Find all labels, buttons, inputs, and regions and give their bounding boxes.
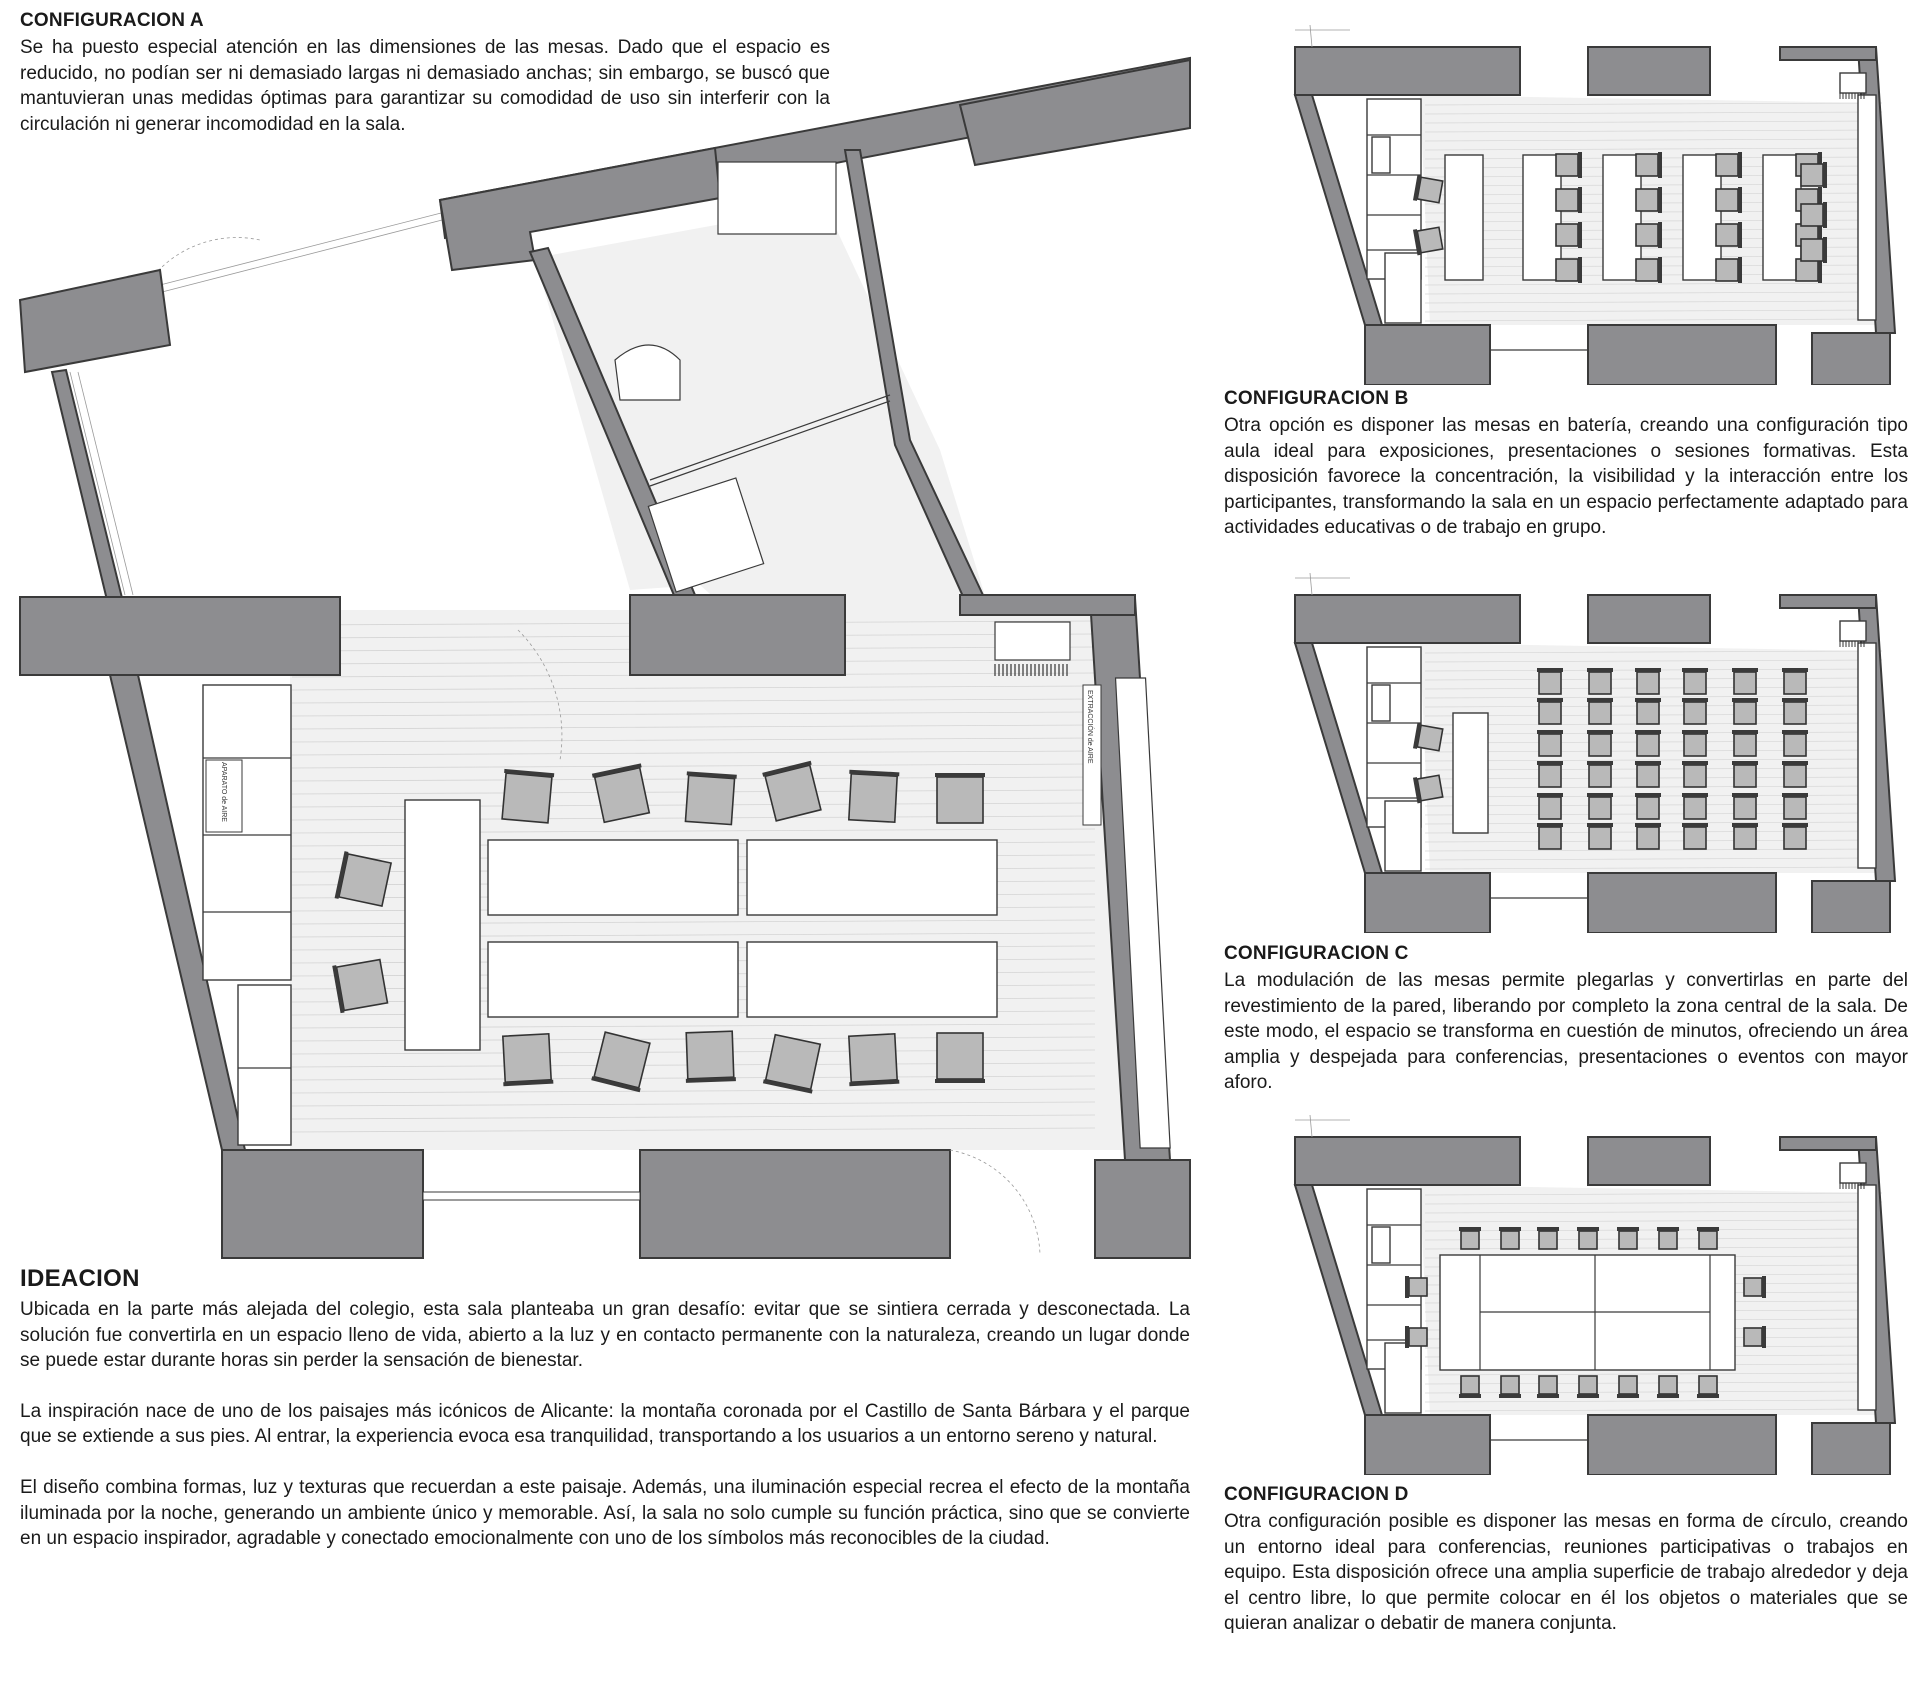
chair bbox=[1636, 187, 1662, 213]
chair bbox=[1782, 761, 1808, 787]
chair bbox=[1537, 730, 1563, 756]
chair bbox=[1744, 1276, 1766, 1298]
config-b-block bbox=[1224, 388, 1908, 541]
chair bbox=[1636, 222, 1662, 248]
chair bbox=[847, 770, 900, 823]
chair bbox=[935, 1033, 985, 1083]
chair bbox=[1577, 1376, 1599, 1398]
chair bbox=[1657, 1376, 1679, 1398]
chair bbox=[1587, 823, 1613, 849]
chair bbox=[935, 773, 985, 823]
chair bbox=[1682, 698, 1708, 724]
chair bbox=[1697, 1376, 1719, 1398]
chair bbox=[1732, 698, 1758, 724]
chair bbox=[1801, 202, 1827, 228]
chair bbox=[1459, 1227, 1481, 1249]
ideacion-title: IDEACION bbox=[20, 1265, 140, 1292]
chair bbox=[1716, 257, 1742, 283]
chair bbox=[1657, 1227, 1679, 1249]
chair bbox=[1556, 257, 1582, 283]
chair bbox=[1587, 793, 1613, 819]
chair bbox=[1405, 1326, 1427, 1348]
chair bbox=[1635, 793, 1661, 819]
chair bbox=[1682, 668, 1708, 694]
chair bbox=[1635, 698, 1661, 724]
chair bbox=[1617, 1376, 1639, 1398]
chair bbox=[1782, 823, 1808, 849]
table-2 bbox=[747, 840, 997, 915]
chair bbox=[1405, 1276, 1427, 1298]
chair bbox=[1537, 823, 1563, 849]
config-c-text: La modulación de las mesas permite plegarlas y convertirlas en parte del revestimiento de la pared, liberando por completo la zona central de la sala. De este modo, el espacio se transforma en cuestión de minutos, ofreciendo un área amplia y despejada para conferencias, presentaciones o eventos con mayor aforo. bbox=[1224, 970, 1908, 1094]
chair bbox=[1636, 257, 1662, 283]
config-c-title: CONFIGURACION C bbox=[1224, 943, 1409, 964]
chair bbox=[1635, 668, 1661, 694]
chair bbox=[1617, 1227, 1639, 1249]
wall-room-top-mid bbox=[630, 595, 845, 675]
config-c-block bbox=[1224, 943, 1908, 1096]
chair bbox=[1801, 162, 1827, 188]
chair bbox=[683, 771, 736, 824]
config-a-title: CONFIGURACION A bbox=[20, 10, 204, 31]
chair bbox=[1459, 1376, 1481, 1398]
config-d-text: Otra configuración posible es disponer las mesas en forma de círculo, creando un entorno ideal para conferencias, reuniones participativas o trabajos en equipo. Esta disposición ofrece una amplia superficie de trabajo alrededor y deja el centro libre, lo que permite colocar en él los objetos o materiales que se quieran analizar o debatir de manera conjunta. bbox=[1224, 1511, 1908, 1635]
chair bbox=[1537, 668, 1563, 694]
floor-plan-b bbox=[1290, 25, 1920, 385]
floor-plan-c bbox=[1290, 573, 1920, 933]
chair bbox=[1801, 237, 1827, 263]
chair bbox=[1537, 761, 1563, 787]
chair bbox=[1556, 222, 1582, 248]
chair bbox=[1635, 730, 1661, 756]
chair bbox=[1556, 187, 1582, 213]
chair bbox=[1782, 793, 1808, 819]
chair bbox=[1556, 152, 1582, 178]
wall-room-left-bottom bbox=[222, 1150, 423, 1258]
config-d-block bbox=[1224, 1484, 1908, 1637]
toilet bbox=[615, 345, 680, 400]
ideacion-p2: La inspiración nace de uno de los paisajes más icónicos de Alicante: la montaña coronada por el Castillo de Santa Bárbara y el parque que se extiende a sus pies. Al entrar, la experiencia evoca esa tranquilidad, transportando a los usuarios a un entorno sereno y natural. bbox=[20, 1400, 1190, 1448]
chair bbox=[1682, 793, 1708, 819]
chair bbox=[1782, 698, 1808, 724]
chair bbox=[1744, 1326, 1766, 1348]
chair bbox=[1732, 730, 1758, 756]
chair bbox=[1587, 730, 1613, 756]
chair bbox=[1682, 730, 1708, 756]
chair bbox=[1732, 761, 1758, 787]
wall-top-right-notch bbox=[960, 60, 1190, 165]
wall-room-bottom-mid bbox=[640, 1150, 950, 1258]
chair bbox=[1732, 823, 1758, 849]
chair bbox=[1499, 1376, 1521, 1398]
window-bottom bbox=[423, 1192, 640, 1200]
config-d-title: CONFIGURACION D bbox=[1224, 1484, 1409, 1505]
chair bbox=[1782, 668, 1808, 694]
ideacion-block bbox=[20, 1265, 1190, 1552]
chair bbox=[1587, 698, 1613, 724]
wall-left-diagonal-upper bbox=[52, 370, 122, 600]
table-1 bbox=[488, 840, 738, 915]
chair bbox=[847, 1034, 900, 1087]
wall-room-top-right bbox=[960, 595, 1135, 615]
ideacion-p3: El diseño combina formas, luz y texturas que recuerdan a este paisaje. Además, una iluminación especial recrea el efecto de la montaña iluminada por la noche, generando un ambiente único y memorable. Así, la sala no solo cumple su función práctica, sino que se convierte en un espacio inspirador, agradable y conectado emocionalmente con uno de los símbolos más reconocibles de la ciudad. bbox=[20, 1476, 1190, 1550]
chair bbox=[1635, 761, 1661, 787]
table-4 bbox=[747, 942, 997, 1017]
chair bbox=[1577, 1227, 1599, 1249]
table-3 bbox=[488, 942, 738, 1017]
chair bbox=[684, 1031, 736, 1083]
chair bbox=[1732, 668, 1758, 694]
air-extraction-label: EXTRACCIÓN de AIRE bbox=[1086, 690, 1093, 764]
chair bbox=[501, 1034, 554, 1087]
head-table bbox=[405, 800, 480, 1050]
table bbox=[1453, 713, 1488, 833]
floor-plan-main bbox=[0, 0, 1200, 1262]
chair bbox=[1732, 793, 1758, 819]
wall-room-top-left bbox=[20, 597, 340, 675]
chair bbox=[1499, 1227, 1521, 1249]
chair bbox=[1716, 152, 1742, 178]
chair bbox=[1682, 761, 1708, 787]
chair bbox=[1636, 152, 1662, 178]
chair bbox=[1537, 793, 1563, 819]
chair bbox=[1587, 668, 1613, 694]
chair bbox=[1716, 222, 1742, 248]
upper-glazing bbox=[70, 212, 446, 595]
config-a-text: Se ha puesto especial atención en las dimensiones de las mesas. Dado que el espacio es reducido, no podían ser ni demasiado largas ni demasiado anchas; sin embargo, se buscó que mantuvieran unas medidas óptimas para garantizar su comodidad de uso sin interferir con la circulación ni generar incomodidad en la sala. bbox=[20, 37, 830, 135]
config-b-text: Otra opción es disponer las mesas en batería, creando una configuración tipo aula ideal para exposiciones, presentaciones o sesiones formativas. Esta disposición favorece la concentración, la visibilidad y la interacción entre los participantes, transformando la sala en un espacio perfectamente adaptado para actividades educativas o de trabajo en grupo. bbox=[1224, 415, 1908, 539]
config-b-title: CONFIGURACION B bbox=[1224, 388, 1409, 409]
table bbox=[1445, 155, 1483, 280]
chair bbox=[500, 769, 554, 823]
wall-room-bottom-right bbox=[1095, 1160, 1190, 1258]
bath-sink-upper bbox=[718, 162, 836, 234]
chair bbox=[332, 958, 388, 1014]
chair bbox=[1716, 187, 1742, 213]
chair bbox=[1537, 1376, 1559, 1398]
chair bbox=[1697, 1227, 1719, 1249]
chair bbox=[1587, 761, 1613, 787]
wall-top-left-block bbox=[20, 270, 170, 372]
chair bbox=[1682, 823, 1708, 849]
floor-plan-d bbox=[1290, 1115, 1920, 1475]
chair bbox=[1782, 730, 1808, 756]
chair bbox=[1537, 698, 1563, 724]
chair bbox=[1635, 823, 1661, 849]
chair bbox=[1537, 1227, 1559, 1249]
ideacion-p1: Ubicada en la parte más alejada del colegio, esta sala planteaba un gran desafío: evitar que se sintiera cerrada y desconectada. La solución fue convertirla en un espacio lleno de vida, abierto a la luz y en contacto permanente con la naturaleza, creando un lugar donde se puede estar durante horas sin perder la sensación de bienestar. bbox=[20, 1299, 1190, 1372]
air-unit-label: APARATO de AIRE bbox=[220, 762, 227, 822]
